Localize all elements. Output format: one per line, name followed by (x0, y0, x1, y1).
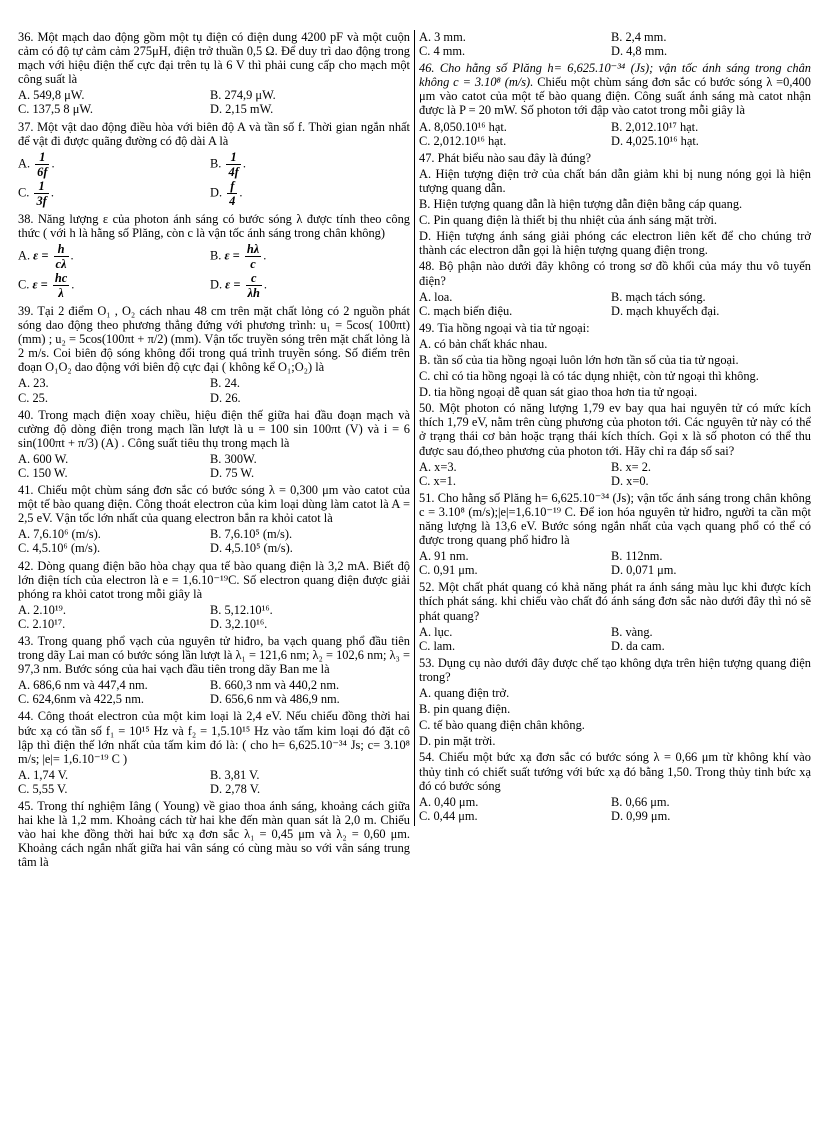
question-37 (18, 120, 410, 208)
option-a: A. $\frac{1}{6f}$ . (18, 149, 55, 179)
option-b: B. vàng. (611, 624, 653, 639)
question-38 (18, 212, 410, 300)
option-c: C. $\frac{1}{3f}$ . (18, 178, 54, 208)
option-c: C. 5,55 V. (18, 781, 68, 796)
answer-options (18, 376, 410, 404)
option-b: B. Hiện tượng quang dẫn là hiện tượng dẫn điện bằng cáp quang. (419, 197, 743, 212)
question-44 (18, 709, 410, 796)
answer-options (18, 242, 410, 300)
option-a: A. 91 nm. (419, 549, 469, 564)
option-c: C. 2.10¹⁷. (18, 616, 66, 631)
option-a: A. 8,050.10¹⁶ hạt. (419, 119, 507, 134)
option-a: A. 23. (18, 376, 49, 391)
option-a: A. 1,74 V. (18, 767, 69, 782)
answer-options (18, 88, 410, 116)
question-text: 45. Trong thí nghiệm Iâng ( Young) về giao thoa ánh sáng, khoảng cách giữa hai khe là 1,2 mm. Khoảng cách từ hai khe đến màn quan sát là 2,0 m. Chiếu vào hai khe đồng thời hai bức xạ đơn sắc λ₁ = 0,45 μm và λ₂ = 0,60 μm. Khoảng cách ngắn nhất giữa hai vân sáng có cùng màu so với vân sáng trung tâm là (18, 799, 410, 870)
option-d: D. 4,5.10⁵ (m/s). (210, 541, 293, 556)
option-d: D. x=0. (611, 473, 649, 488)
question-text: 36. Một mạch dao động gồm một tụ điện có điện dung 4200 pF và một cuộn cảm có độ tự cảm cảm 275μH, điện trở thuần 0,5 Ω. Để duy trì dao động trong mạch với hiệu điện thế cực đại trên tụ là 6 V thì phải cung cấp cho mạch một công suất là (18, 30, 410, 87)
option-d: D. 4,8 mm. (611, 44, 668, 59)
option-b: B. 3,81 V. (210, 767, 260, 782)
question-text: 41. Chiếu một chùm sáng đơn sắc có bước sóng λ = 0,300 μm vào catot của một tế bào quang điện. Công thoát electron của kim loại dùng làm catot là A = 2,5 eV. Vận tốc lớn nhất của quang electron bắn ra khỏi catot là (18, 483, 410, 526)
option-a: A. quang điện trở. (419, 686, 510, 701)
option-d: D. 0,071 μm. (611, 563, 677, 578)
question-46 (419, 61, 811, 148)
answer-options (419, 549, 811, 577)
option-b: B. 274,9 μW. (210, 88, 276, 103)
option-d: D. ε = $\frac{c}{\lambda h}$ . (210, 270, 268, 300)
question-text: 38. Năng lượng ε của photon ánh sáng có bước sóng λ được tính theo công thức ( với h là hằng số Plăng, còn c là vận tốc ánh sáng trong chân không) (18, 211, 410, 240)
answer-options (419, 120, 811, 148)
question-40 (18, 408, 410, 480)
option-b: B. 24. (210, 376, 240, 391)
option-c: C. 2,012.10¹⁶ hạt. (419, 133, 507, 148)
question-45-options (419, 30, 811, 58)
option-a: A. 3 mm. (419, 30, 466, 44)
option-a: A. ε = $\frac{h}{c\lambda}$ . (18, 241, 74, 271)
answer-options (419, 625, 811, 653)
option-c: C. x=1. (419, 473, 456, 488)
option-b: B. tần số của tia hồng ngoại luôn lớn hơn tần số của tia tử ngoại. (419, 352, 739, 367)
option-c: C. 4,5.10⁶ (m/s). (18, 541, 101, 556)
question-text: 50. Một photon có năng lượng 1,79 ev bay qua hai nguyên tử có mức kích thích 1,79 eV, nằm trên cùng phương của photon tới. Các nguyên tử này có thể ở trạng thái cơ bản hoặc trạng thái kích thích. Gọi x là số photon có thể thu được sau đó,theo phương của photon tới. Hãy chỉ ra đáp số sai? (419, 401, 811, 458)
fraction: $\frac{1}{3f}$ (36, 178, 47, 208)
option-d: D. 75 W. (210, 465, 255, 480)
option-c: C. Pin quang điện là thiết bị thu nhiệt của ánh sáng mặt trời. (419, 213, 718, 228)
answer-options (18, 150, 410, 208)
option-c: C. ε = $\frac{hc}{\lambda}$ . (18, 270, 75, 300)
option-a: A. Hiện tượng điện trở của chất bán dẫn giảm khi bị nung nóng gọi là hiện tượng quang dẫn. (419, 166, 811, 195)
fraction: $\frac{f}{4}$ (229, 178, 236, 208)
option-d: D. da cam. (611, 638, 665, 653)
question-text: 52. Một chất phát quang có khả năng phát ra ánh sáng màu lục khi được kích thích phát sáng. khi chiếu vào chất đó ánh sáng đơn sắc nào dưới đây thì nó sẽ phát quang? (419, 580, 811, 623)
answer-options (18, 452, 410, 480)
question-43 (18, 634, 410, 706)
question-42 (18, 559, 410, 631)
question-47 (419, 151, 811, 258)
option-b: B. x= 2. (611, 459, 652, 474)
question-49 (419, 321, 811, 399)
option-a: A. 7,6.10⁶ (m/s). (18, 527, 101, 542)
option-a: A. 600 W. (18, 451, 69, 466)
question-text: 42. Dòng quang điện bão hòa chạy qua tế bào quang điện là 3,2 mA. Biết độ lớn điện tích của electron là e = 1,6.10⁻¹⁹C. Số electron quang điện được giải phóng ra khỏi catot trong mỗi giây là (18, 558, 410, 601)
option-d: D. pin mặt trời. (419, 734, 496, 749)
option-c: C. 150 W. (18, 465, 68, 480)
question-54 (419, 750, 811, 822)
option-b: B. 5,12.10¹⁶. (210, 602, 273, 617)
question-45 (18, 799, 410, 869)
option-c: C. chỉ có tia hồng ngoại là có tác dụng nhiệt, còn tử ngoại thì không. (419, 369, 759, 384)
question-text: 51. Cho hằng số Plăng h= 6,625.10⁻³⁴ (Js); vận tốc ánh sáng trong chân không c = 3.10⁸ (m/s);|e|=1,6.10⁻¹⁹ C. Để ion hóa nguyên tử hiđro, người ta cần một năng lượng là 13,6 eV. Bước sóng ngắn nhất của vạch quang phổ có thể có được trong quang phổ hiđro là (419, 490, 811, 548)
option-b: B. 660,3 nm và 440,2 nm. (210, 678, 340, 693)
option-d: D. 26. (210, 390, 241, 405)
right-column (414, 30, 811, 826)
option-b: B. 112nm. (611, 549, 663, 564)
option-b: B. 2,4 mm. (611, 30, 667, 44)
fraction: $\frac{1}{6f}$ (37, 149, 48, 179)
left-column (18, 30, 410, 872)
question-text: 43. Trong quang phổ vạch của nguyên tử hiđro, ba vạch quang phổ đầu tiên trong dãy Lai man có bước sóng lần lượt là λ₁ = 121,6 nm; λ₂ = 102,6 nm; λ₃ = 97,3 nm. Bước sóng của hai vạch đầu tiên trong dãy Ban me là (18, 634, 410, 677)
option-c: C. 25. (18, 390, 48, 405)
option-c: C. tế bào quang điện chân không. (419, 718, 585, 733)
option-a: A. 686,6 nm và 447,4 nm. (18, 678, 148, 693)
option-d: D. 656,6 nm và 486,9 nm. (210, 692, 340, 707)
fraction: $\frac{h}{c\lambda}$ (55, 241, 67, 271)
option-b: B. 300W. (210, 451, 257, 466)
answer-options (419, 290, 811, 318)
option-b: B. 0,66 μm. (611, 794, 670, 809)
option-d: D. $\frac{f}{4}$ . (210, 178, 243, 208)
answer-options (419, 795, 811, 823)
option-b: B. $\frac{1}{4f}$ . (210, 149, 246, 179)
answer-options (419, 460, 811, 488)
option-a: A. x=3. (419, 459, 457, 474)
question-text: 39. Tại 2 điểm O₁ , O₂ cách nhau 48 cm trên mặt chất lỏng có 2 nguồn phát sóng dao động theo phương thẳng đứng với phương trình: u₁ = 5cos( 100πt) (mm) ; u₂ = 5cos(100πt + π/2) (mm). Vận tốc truyền sóng trên mặt chất lỏng là 2 m/s. Coi biên độ sóng không đổi trong quá trình truyền sóng. Số điểm trên đoạn O₁O₂ dao động với biên độ cực đại ( không kể O₁;O₂) là (18, 303, 410, 375)
option-a: A. lục. (419, 624, 453, 639)
option-d: D. tia hồng ngoại dễ quan sát giao thoa hơn tia tử ngoại. (419, 385, 698, 400)
question-36 (18, 30, 410, 117)
question-50 (419, 401, 811, 488)
option-d: D. 4,025.10¹⁶ hạt. (611, 133, 699, 148)
option-c: C. 0,91 μm. (419, 563, 478, 578)
question-48 (419, 259, 811, 317)
option-d: D. 2,78 V. (210, 781, 261, 796)
question-51 (419, 491, 811, 578)
question-text: 48. Bộ phận nào dưới đây không có trong sơ đồ khối của máy thu vô tuyến điện? (419, 259, 811, 288)
option-d: D. 0,99 μm. (611, 808, 671, 823)
exam-page (18, 30, 810, 1115)
option-c: C. mạch biến điệu. (419, 303, 513, 318)
answer-options (18, 603, 410, 631)
question-text: 49. Tia hồng ngoại và tia tử ngoại: (419, 320, 590, 335)
option-b: B. pin quang điện. (419, 702, 511, 717)
option-c: C. 4 mm. (419, 44, 466, 59)
question-text: 54. Chiếu một bức xạ đơn sắc có bước sóng λ = 0,66 μm từ không khí vào thủy tinh có chiết suất tướng với bức xạ đó bằng 1,50. Trong thủy tinh bức xạ đó có bước sóng (419, 750, 811, 793)
question-41 (18, 483, 410, 555)
option-a: A. 549,8 μW. (18, 88, 85, 103)
answer-options (18, 678, 410, 706)
option-d: D. mạch khuyếch đại. (611, 303, 720, 318)
option-d: D. 3,2.10¹⁶. (210, 616, 268, 631)
option-b: B. 2,012.10¹⁷ hạt. (611, 119, 699, 134)
option-c: C. lam. (419, 638, 456, 653)
question-52 (419, 580, 811, 652)
option-a: A. có bản chất khác nhau. (419, 336, 548, 351)
fraction: $\frac{1}{4f}$ (228, 149, 239, 179)
option-a: A. 0,40 μm. (419, 794, 479, 809)
question-39 (18, 304, 410, 405)
option-d: D. Hiện tượng ánh sáng giải phóng các electron liên kết để cho chúng trở thành các electron dẫn gọi là hiện tượng quang điện trong. (419, 229, 811, 258)
answer-options (18, 768, 410, 796)
answer-options (18, 527, 410, 555)
option-c: C. 0,44 μm. (419, 808, 478, 823)
question-text: 44. Công thoát electron của một kim loại là 2,4 eV. Nếu chiếu đồng thời hai bức xạ có tần số f₁ = 10¹⁵ Hz và f₂ = 1,5.10¹⁵ Hz vào tấm kim loại đó đặt cô lập thì điện thế lớn nhất của tấm kim đó là: ( cho h= 6,625.10⁻³⁴ Js; c= 3.10⁸ m/s; |e|= 1,6.10⁻¹⁹ C ) (18, 709, 410, 766)
option-b: B. ε = $\frac{h\lambda}{c}$ . (210, 241, 267, 271)
fraction: $\frac{h\lambda}{c}$ (246, 241, 260, 271)
question-text: 46. Cho hằng số Plăng h= 6,625.10⁻³⁴ (Js); vận tốc ánh sáng trong chân không c = 3.10⁸ (m/s). Chiếu một chùm sáng đơn sắc có bước sóng λ =0,400 μm vào catot của một tế bào quang điện. Công suất ánh sáng mà catot nhận được là P = 20 mW. Số photon tới đập vào catot trong mỗi giây là (419, 61, 811, 118)
question-text: 40. Trong mạch điện xoay chiều, hiệu điện thế giữa hai đầu đoạn mạch và cường độ dòng điện trong mạch lần lượt là u = 100 sin 100πt (V) và i = 6 sin(100πt + π/3) (A) . Công suất tiêu thụ trong mạch là (18, 407, 410, 450)
question-53 (419, 656, 811, 749)
fraction: $\frac{c}{\lambda h}$ (247, 270, 260, 300)
option-d: D. 2,15 mW. (210, 102, 274, 117)
option-c: C. 137,5 8 μW. (18, 102, 94, 117)
option-b: B. mạch tách sóng. (611, 289, 706, 304)
question-text: 47. Phát biểu nào sau đây là đúng? (419, 150, 592, 165)
question-text: 53. Dụng cụ nào dưới đây được chế tạo không dựa trên hiện tượng quang điện trong? (419, 655, 811, 684)
option-a: A. 2.10¹⁹. (18, 602, 66, 617)
question-text: 37. Một vật dao động điều hòa với biên độ A và tần số f. Thời gian ngắn nhất để vật đi được quãng đường có độ dài A là (18, 119, 410, 148)
option-b: B. 7,6.10⁵ (m/s). (210, 527, 293, 542)
option-c: C. 624,6nm và 422,5 nm. (18, 692, 144, 707)
fraction: $\frac{hc}{\lambda}$ (54, 270, 68, 300)
option-a: A. loa. (419, 289, 453, 304)
